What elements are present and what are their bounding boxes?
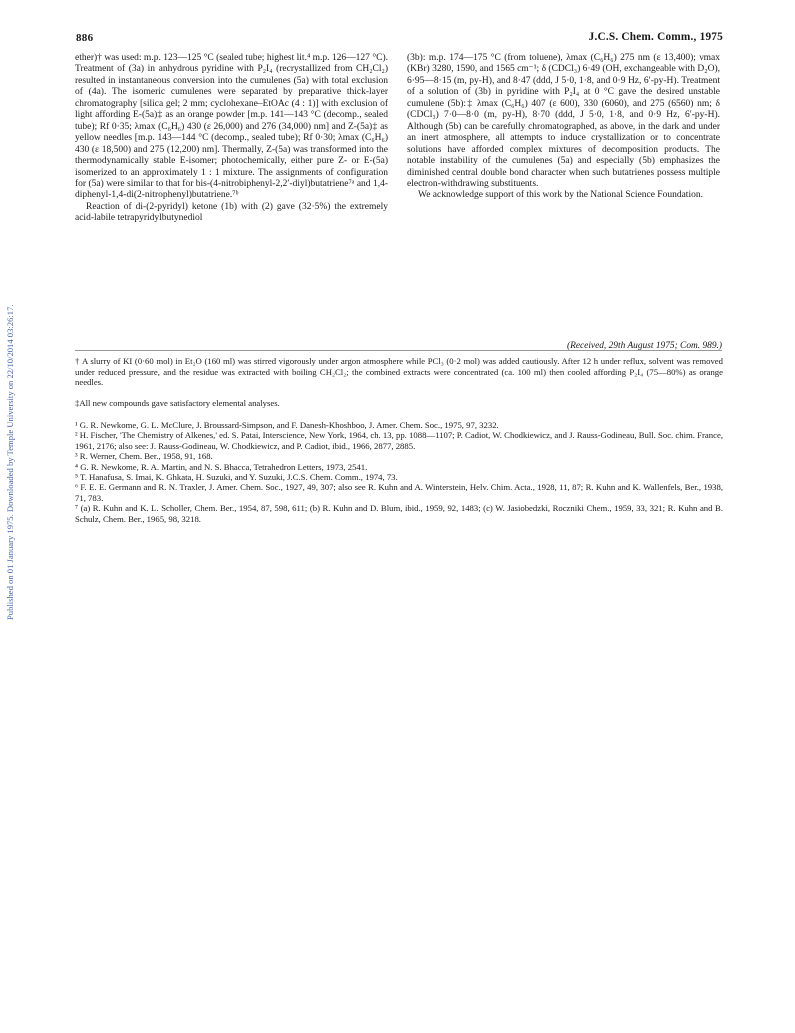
body-paragraph: Reaction of di-(2-pyridyl) ketone (1b) with (2) gave (32·5%) the extremely acid-labile tetrapyridylbutynediol [75, 201, 388, 224]
footnote-double-dagger: ‡All new compounds gave satisfactory elemental analyses. [75, 398, 280, 408]
page-number: 886 [76, 32, 94, 44]
body-paragraph: (3b): m.p. 174—175 °C (from toluene), λmax (C₆H₆) 275 nm (ε 13,400); νmax (KBr) 3280, 1590, and 1565 cm⁻¹; δ (CDCl₃) 6·49 (OH, exchangeable with D₂O), 6·95—8·15 (m, py-H), and 8·47 (ddd, J 5·0, 1·8, and 0·9 Hz, 6′-py-H). Treatment of a solution of (3b) in pyridine with P₂I₄ at 0 °C gave the desired unstable cumulene (5b):‡ λmax (C₆H₆) 407 (ε 600), 330 (6060), and 275 (6560) nm; δ (CDCl₃) 7·0—8·0 (m, py-H), 8·70 (ddd, J 5·0, 1·8, and 0·9 Hz, 6′-py-H). Although (5b) can be carefully chromatographed, as above, in the dark and under an inert atmosphere, all attempts to induce crystallization or to concentrate solutions have afforded complex mixtures of decomposition products. The notable instability of the cumulenes (5a) and especially (5b) emphasizes the diminished central double bond character when such butatrienes possess multiple electron-withdrawing substituents. [407, 53, 720, 189]
received-date: (Received, 29th August 1975; Com. 989.) [566, 341, 722, 351]
left-column [75, 53, 388, 225]
journal-header: J.C.S. Chem. Comm., 1975 [588, 31, 723, 43]
footnote-dagger: † A slurry of KI (0·60 mol) in Et₂O (160 ml) was stirred vigorously under argon atmosphere while PCl₃ (0·2 mol) was added cautiously. After 12 h under reflux, solvent was removed under reduced pressure, and the residue was extracted with boiling CH₂Cl₂; the combined extracts were concentrated (ca. 100 ml) then cooled affording P₂I₄ (75—80%) as orange needles. [75, 356, 723, 387]
reference-item: ⁴ G. R. Newkome, R. A. Martin, and N. S. Bhacca, Tetrahedron Letters, 1973, 2541. [75, 461, 368, 472]
download-margin-note [4, 200, 18, 620]
acknowledgement-paragraph: We acknowledge support of this work by the National Science Foundation. [418, 190, 703, 201]
reference-item: ¹ G. R. Newkome, G. L. McClure, J. Broussard-Simpson, and F. Danesh-Khoshboo, J. Amer. Chem. Soc., 1975, 97, 3232. [75, 420, 499, 430]
right-column [407, 53, 720, 202]
reference-item: ⁷ (a) R. Kuhn and K. L. Scholler, Chem. Ber., 1954, 87, 598, 611; (b) R. Kuhn and D. Blum, ibid., 1959, 92, 1483; (c) W. Jasiobedzki, Roczniki Chem., 1959, 33, 321; R. Kuhn and B. Schulz, Chem. Ber., 1965, 98, 3218. [75, 503, 723, 524]
reference-item: ⁵ T. Hanafusa, S. Imai, K. Ghkata, H. Suzuki, and Y. Suzuki, J.C.S. Chem. Comm., 1974, 73. [75, 472, 398, 483]
body-paragraph: ether)† was used: m.p. 123—125 °C (sealed tube; highest lit.⁴ m.p. 126—127 °C). Treatment of (3a) in anhydrous pyridine with P₂I₄ (recrystallized from CH₂Cl₂) resulted in instantaneous conversion into the cumulenes (5a) with total exclusion of (4a). The isomeric cumulenes were separated by preparative thick-layer chromatography [silica gel; 2 mm; cyclohexane–EtOAc (4 : 1)] with exclusion of light affording E-(5a)‡ as an orange powder [m.p. 141—143 °C (decomp., sealed tube); Rf 0·35; λmax (C₆H₆) 430 (ε 26,000) and 276 (34,000) nm] and Z-(5a)‡ as yellow needles [m.p. 143—144 °C (decomp., sealed tube); Rf 0·30; λmax (C₆H₆) 430 (ε 18,500) and 275 (12,200) nm]. Thermally, Z-(5a) was transformed into the thermodynamically stable E-isomer; photochemically, either pure Z- or E-(5a) isomerized to an approximately 1 : 1 mixture. The assignments of configuration for (5a) were similar to that for bis-(4-nitrobiphenyl-2,2′-diyl)butatriene⁷ᵃ and 1,4-diphenyl-1,4-di(2-nitrophenyl)butatriene.⁷ᵇ [75, 53, 388, 201]
reference-item: ³ R. Werner, Chem. Ber., 1958, 91, 168. [75, 451, 213, 462]
footnote-divider [75, 350, 722, 351]
reference-list [75, 420, 723, 524]
download-margin-note-text: Published on 01 January 1975. Downloaded by Temple University on 22/10/2014 03:26:17. [5, 304, 15, 620]
reference-item: ⁶ F. E. E. Germann and R. N. Traxler, J. Amer. Chem. Soc., 1927, 49, 307; also see R. Kuhn and A. Winterstein, Helv. Chim. Acta., 1928, 11, 87; R. Kuhn and K. Wallenfels, Ber., 1938, 71, 783. [75, 482, 723, 503]
reference-item: ² H. Fischer, 'The Chemistry of Alkenes,' ed. S. Patai, Interscience, New York, 1964, ch. 13, pp. 1088—1107; P. Cadiot, W. Chodkiewicz, and J. Rauss-Godineau, Bull. Soc. chim. France, 1961, 2176; also see: J. Rauss-Godineau, W. Chodkiewicz, and P. Cadiot, ibid., 1966, 2877, 2885. [75, 430, 723, 451]
